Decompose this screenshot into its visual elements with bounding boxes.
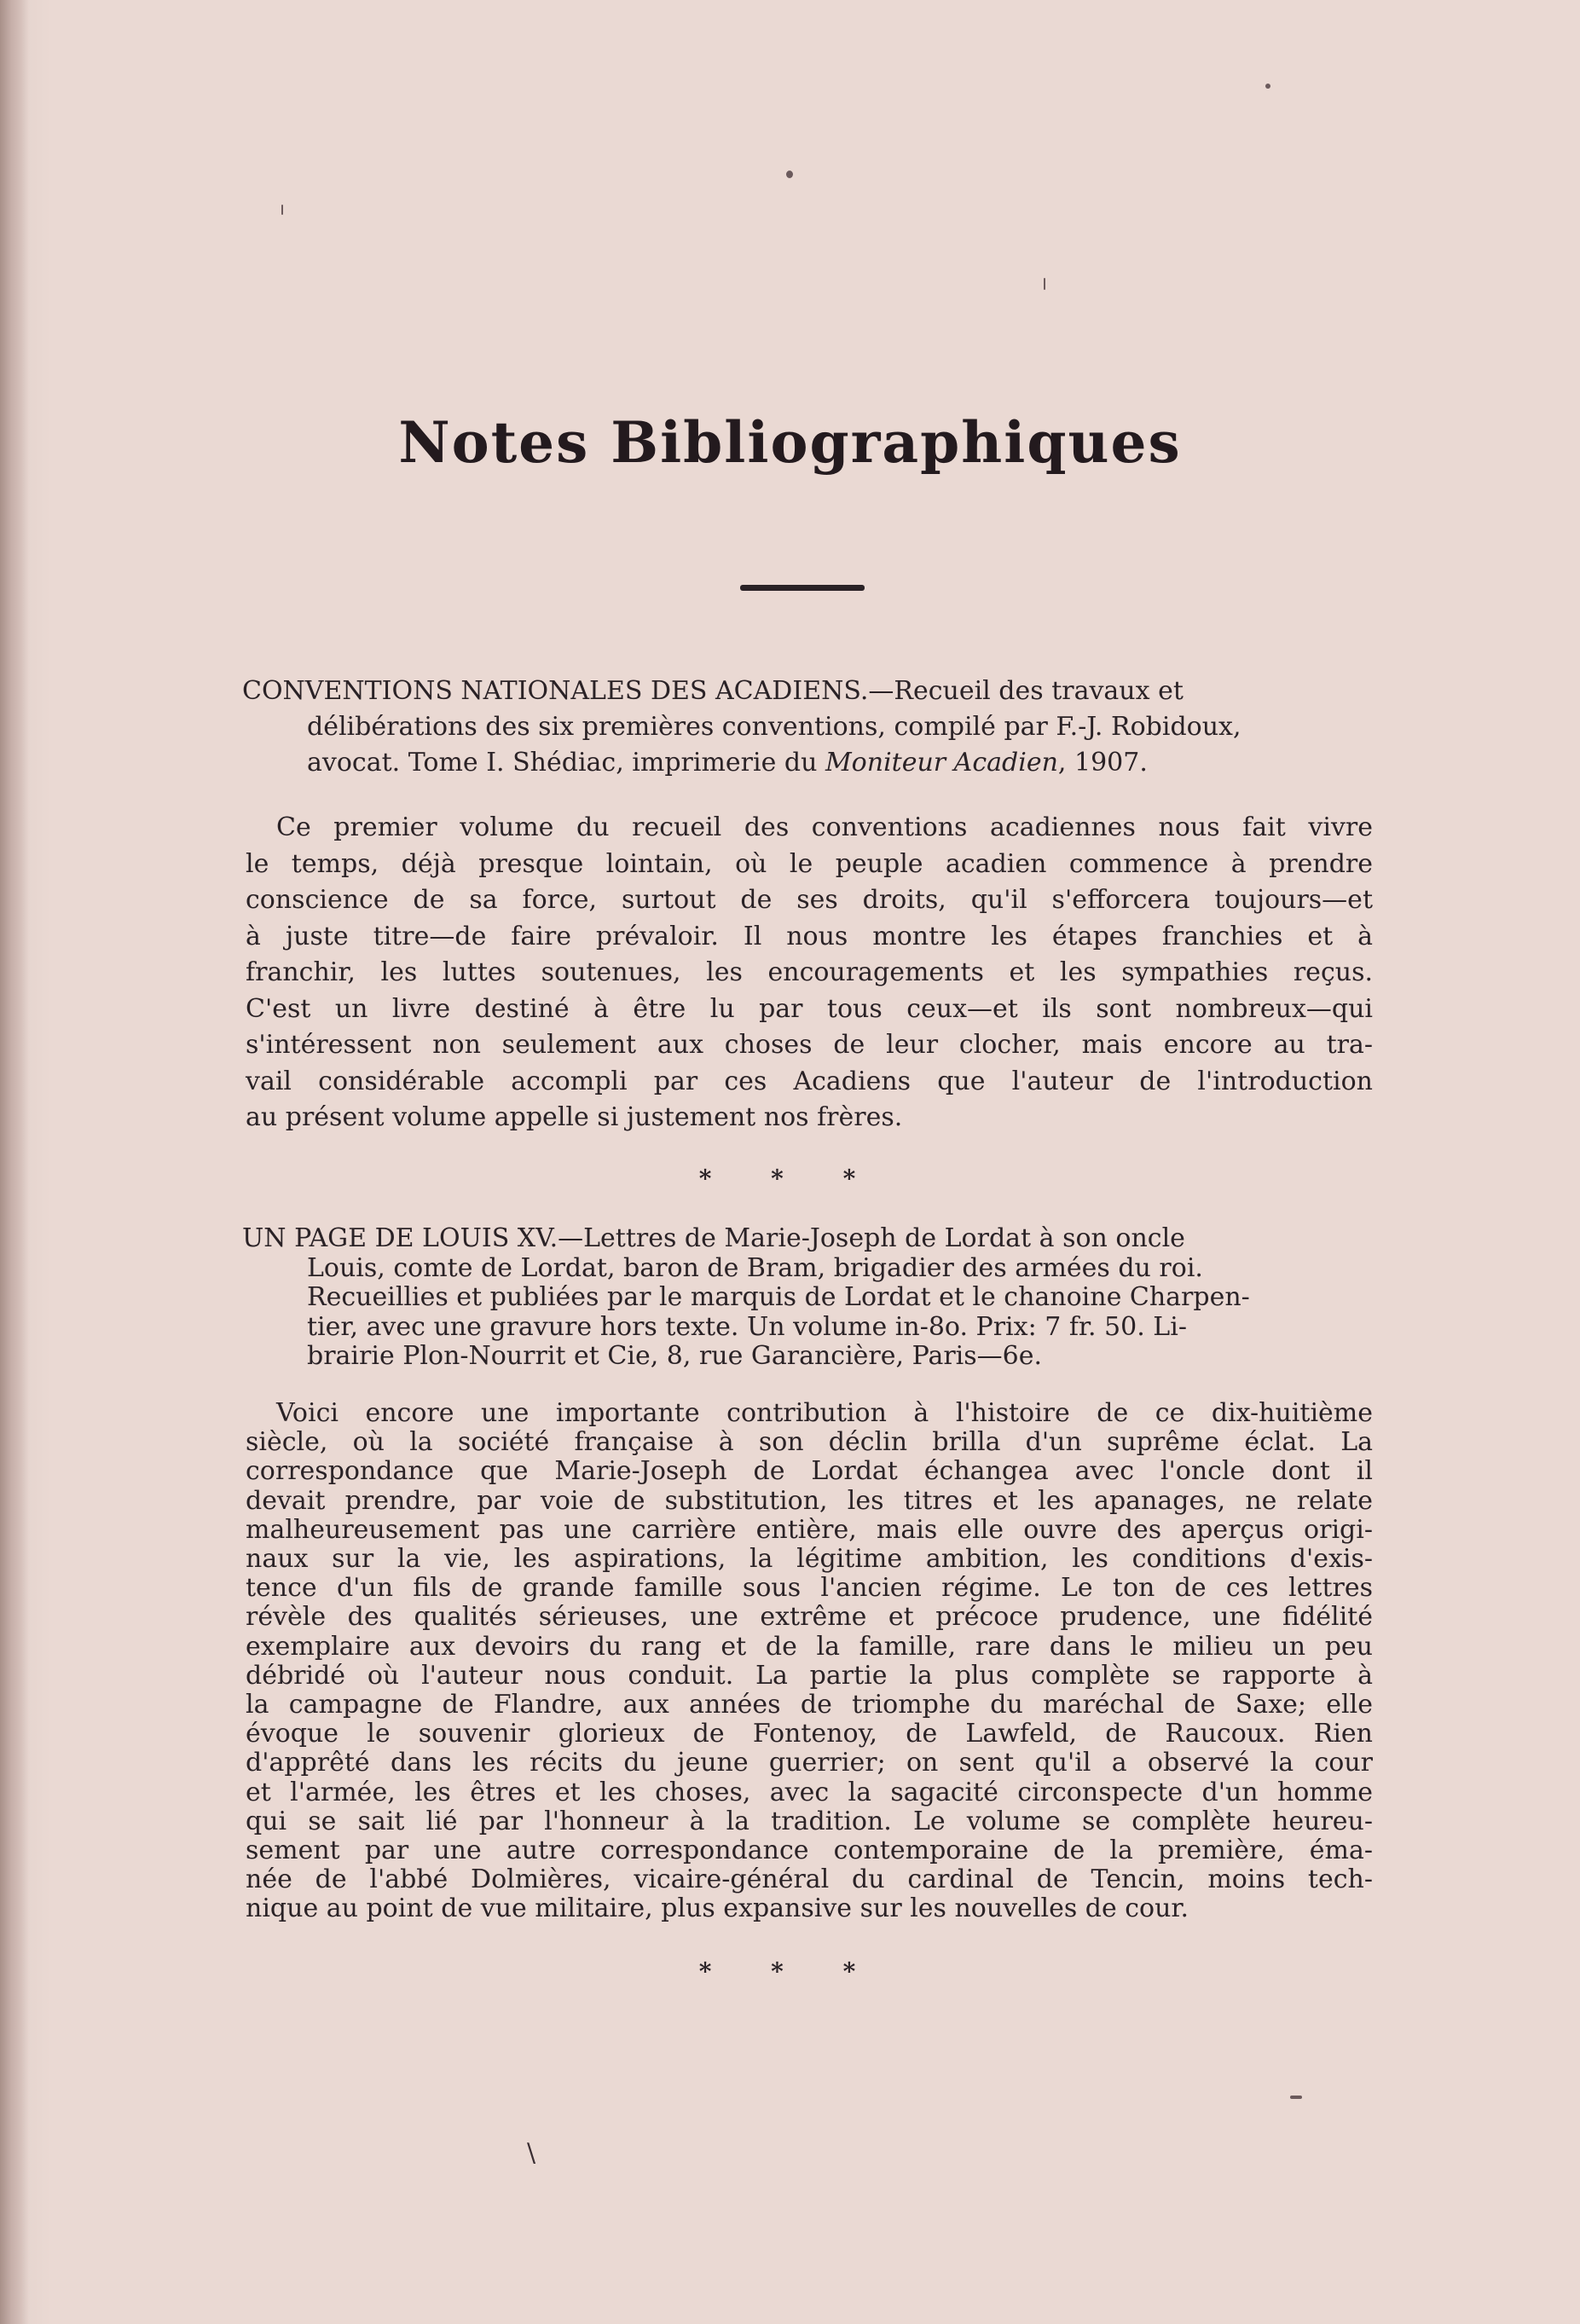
body-line: siècle, où la société française à son déclin brilla d'un suprême éclat. La: [246, 1427, 1373, 1458]
body-line: exemplaire aux devoirs du rang et de la famille, rare dans le milieu un peu: [246, 1631, 1373, 1662]
entry-body: [246, 1399, 1373, 1924]
heading-line: CONVENTIONS NATIONALES DES ACADIENS.—Recueil des travaux et: [242, 676, 1184, 706]
body-line: franchir, les luttes soutenues, les encouragements et les sympathies reçus.: [246, 957, 1373, 987]
body-line: la campagne de Flandre, aux années de triomphe du maréchal de Saxe; elle: [246, 1690, 1373, 1720]
speck: [786, 171, 793, 178]
page-title: Notes Bibliographiques: [398, 409, 1182, 476]
title-rule: [740, 585, 865, 591]
body-line: Ce premier volume du recueil des conventions acadiennes nous fait vivre: [276, 812, 1373, 842]
heading-line: Recueillies et publiées par le marquis de Lordat et le chanoine Charpen-: [307, 1282, 1250, 1312]
entry-body: [246, 810, 1373, 1136]
page-mark: \: [527, 2138, 536, 2168]
speck: [1265, 84, 1270, 89]
body-line: vail considérable accompli par ces Acadiens que l'auteur de l'introduction: [246, 1066, 1373, 1096]
body-line: née de l'abbé Dolmières, vicaire-général du cardinal de Tencin, moins tech-: [246, 1864, 1373, 1895]
heading-text: , 1907.: [1057, 748, 1148, 778]
body-line: devait prendre, par voie de substitution, les titres et les apanages, ne relate: [246, 1485, 1373, 1516]
section-separator: * * *: [698, 1165, 882, 1193]
body-line: évoque le souvenir glorieux de Fontenoy, de Lawfeld, de Raucoux. Rien: [246, 1719, 1373, 1749]
section-separator: * * *: [698, 1957, 882, 1986]
body-line: débridé où l'auteur nous conduit. La partie la plus complète se rapporte à: [246, 1660, 1373, 1691]
body-line: conscience de sa force, surtout de ses droits, qu'il s'efforcera toujours—et: [246, 885, 1373, 915]
body-line: Voici encore une importante contribution à l'histoire de ce dix-huitième: [276, 1398, 1373, 1428]
heading-line: brairie Plon-Nourrit et Cie, 8, rue Garancière, Paris—6e.: [307, 1341, 1043, 1371]
heading-line: UN PAGE DE LOUIS XV.—Lettres de Marie-Joseph de Lordat à son oncle: [242, 1223, 1185, 1253]
body-line: qui se sait lié par l'honneur à la tradition. Le volume se complète heureu-: [246, 1806, 1373, 1836]
body-line: C'est un livre destiné à être lu par tous ceux—et ils sont nombreux—qui: [246, 993, 1373, 1024]
speck: [1290, 2096, 1302, 2099]
heading-text: avocat. Tome I. Shédiac, imprimerie du: [307, 748, 825, 778]
body-line: au présent volume appelle si justement nos frères.: [246, 1102, 903, 1132]
body-line: naux sur la vie, les aspirations, la légitime ambition, les conditions d'exis-: [246, 1544, 1373, 1575]
speck: [281, 205, 283, 215]
body-line: s'intéressent non seulement aux choses de leur clocher, mais encore au tra-: [246, 1030, 1373, 1060]
speck: [1044, 278, 1045, 290]
body-line: d'apprêté dans les récits du jeune guerrier; on sent qu'il a observé la cour: [246, 1748, 1373, 1778]
body-line: nique au point de vue militaire, plus expansive sur les nouvelles de cour.: [246, 1893, 1189, 1924]
entry-heading: [242, 1224, 1373, 1372]
entry-heading: [242, 673, 1373, 781]
body-line: malheureusement pas une carrière entière, mais elle ouvre des aperçus origi-: [246, 1514, 1373, 1545]
publication-title: Moniteur Acadien: [825, 748, 1058, 778]
heading-line: tier, avec une gravure hors texte. Un volume in-8o. Prix: 7 fr. 50. Li-: [307, 1311, 1187, 1342]
body-line: et l'armée, les êtres et les choses, avec la sagacité circonspecte d'un homme: [246, 1777, 1373, 1807]
body-line: correspondance que Marie-Joseph de Lordat échangea avec l'oncle dont il: [246, 1456, 1373, 1487]
body-line: le temps, déjà presque lointain, où le peuple acadien commence à prendre: [246, 848, 1373, 879]
heading-line: [242, 745, 1373, 781]
body-line: tence d'un fils de grande famille sous l'ancien régime. Le ton de ces lettres: [246, 1573, 1373, 1604]
body-line: sement par une autre correspondance contemporaine de la première, éma-: [246, 1835, 1373, 1866]
body-line: à juste titre—de faire prévaloir. Il nous montre les étapes franchies et à: [246, 921, 1373, 951]
heading-line: délibérations des six premières conventions, compilé par F.-J. Robidoux,: [307, 712, 1241, 742]
body-line: révèle des qualités sérieuses, une extrême et précoce prudence, une fidélité: [246, 1602, 1373, 1633]
heading-line: Louis, comte de Lordat, baron de Bram, brigadier des armées du roi.: [307, 1252, 1203, 1283]
